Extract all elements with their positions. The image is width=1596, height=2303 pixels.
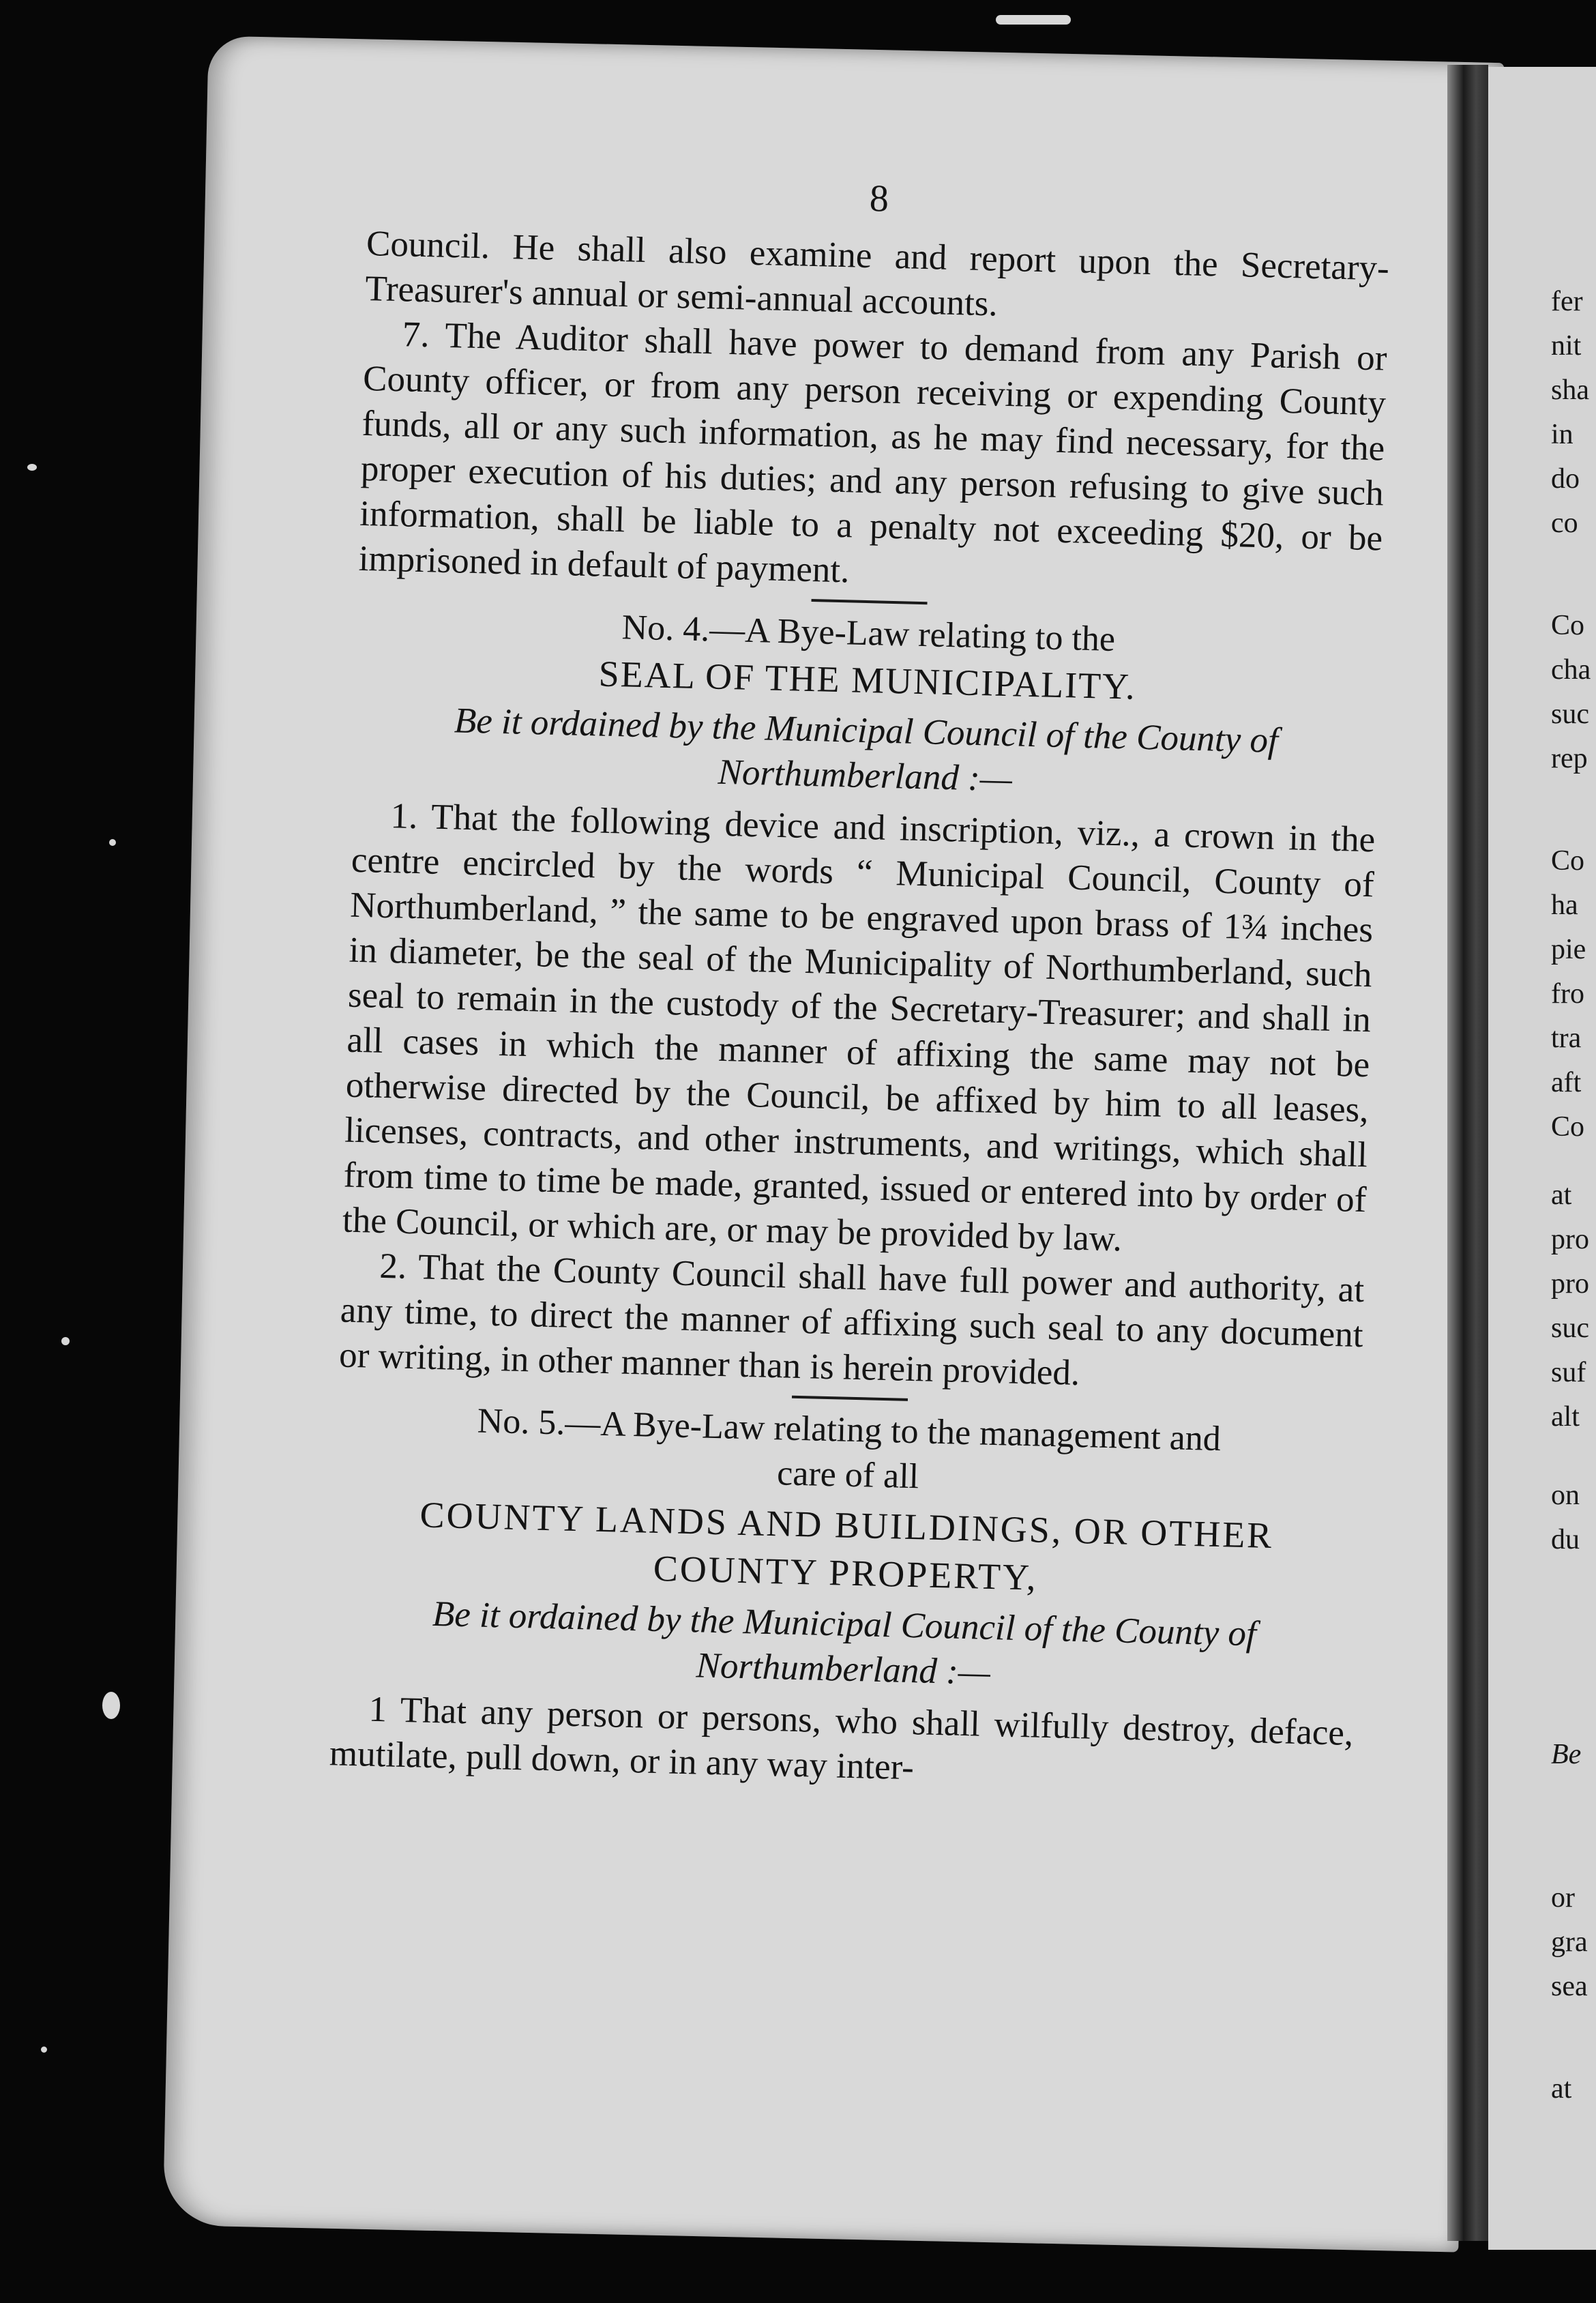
facing-fragment: tra [1551,1023,1582,1054]
facing-fragment: sha [1551,375,1589,406]
book-gutter [1447,65,1488,2241]
bylaw-5-heading-line-1: No. 5.—A Bye-Law relating to the management and [477,1401,1222,1459]
facing-fragment: at [1551,2073,1572,2104]
facing-fragment: or [1551,1882,1575,1913]
facing-fragment: nit [1551,330,1582,362]
bylaw-4-enacting-clause: Be it ordained by the Municipal Council of the County of Northumberland :— [454,701,1279,800]
facing-fragment: sea [1551,1971,1588,2002]
section-7: 7. The Auditor shall have power to demand from any Parish or County officer, or from any person receiving or expending County funds, all or any such information, as he may find necessary, for the proper execution of his duties; and any person refusing to give such information, shall be liable to a penalty not exceeding $20, or be imprisoned in default of payment. [358,314,1388,591]
facing-fragment: suf [1551,1357,1586,1388]
facing-fragment: in [1551,419,1573,450]
facing-fragment: fer [1551,286,1583,317]
auditor-continuation: Council. He shall also examine and report upon the Secretary-Treasurer's annual or semi-annual accounts. [364,223,1390,324]
facing-fragment: fro [1551,978,1584,1010]
facing-fragment: du [1551,1524,1580,1555]
bylaw-5-caption-line-1: COUNTY LANDS AND BUILDINGS, OR OTHER [419,1494,1274,1557]
facing-fragment: pro [1551,1224,1589,1255]
facing-fragment: at [1551,1179,1572,1211]
section-divider [812,599,928,604]
bylaw-4-heading: No. 4.—A Bye-Law relating to the [621,608,1116,659]
bylaw-5-enacting-clause: Be it ordained by the Municipal Council of the County of Northumberland :— [432,1594,1257,1692]
facing-fragment: rep [1551,743,1588,774]
facing-fragment: Be [1551,1739,1582,1770]
facing-fragment: suc [1551,699,1589,730]
facing-page-edge [1488,67,1596,2250]
page-number: 8 [869,177,889,220]
bylaw-5-caption-line-2: COUNTY PROPERTY, [653,1547,1039,1598]
dust-speck [102,1692,120,1719]
dust-speck [41,2047,47,2053]
facing-fragment: ha [1551,890,1578,921]
dust-speck [27,464,37,471]
facing-fragment: cha [1551,654,1591,686]
facing-fragment: pro [1551,1268,1589,1300]
bylaw-4-section-2: 2. That the County Council shall have full power and authority, at any time, to direct the manner of affixing such seal to any document or writing, in other manner than is herein provided. [338,1246,1365,1394]
facing-fragment: Co [1551,1111,1585,1143]
bylaw-4-caption: SEAL OF THE MUNICIPALITY. [598,653,1137,707]
facing-fragment: co [1551,508,1578,539]
facing-fragment: gra [1551,1926,1588,1958]
page-text [329,164,1391,1801]
dust-speck [996,15,1071,25]
facing-fragment: do [1551,463,1580,495]
facing-fragment: Co [1551,845,1585,877]
bylaw-5-section-1: 1 That any person or persons, who shall wilfully destroy, deface, mutilate, pull down, or in any way inter- [329,1689,1354,1788]
dust-speck [61,1337,70,1345]
facing-fragment: pie [1551,934,1586,965]
facing-fragment: aft [1551,1067,1582,1098]
facing-fragment: suc [1551,1312,1589,1344]
facing-fragment: alt [1551,1401,1580,1433]
dust-speck [109,839,116,846]
facing-fragment: Co [1551,610,1585,641]
section-divider [792,1396,908,1401]
bylaw-4-section-1: 1. That the following device and inscription, viz., a crown in the centre encircled by the words “ Municipal Council, County of Northumberland, ” the same to be engraved upon brass of 1¾ inches in diameter, be the seal of the Municipality of Northumberland, such seal to remain in the custody of the Secretary-Treasurer; and shall in all cases in which the manner of affixing the same may not be otherwise directed by the Council, be affixed by him to all leases, licenses, contracts, and other instruments, and writings, which shall from time to time be made, granted, issued or entered into by order of the Council, or which are, or may be provided by law. [342,796,1376,1259]
bylaw-5-heading-line-2: care of all [776,1454,919,1497]
facing-fragment: on [1551,1480,1580,1511]
